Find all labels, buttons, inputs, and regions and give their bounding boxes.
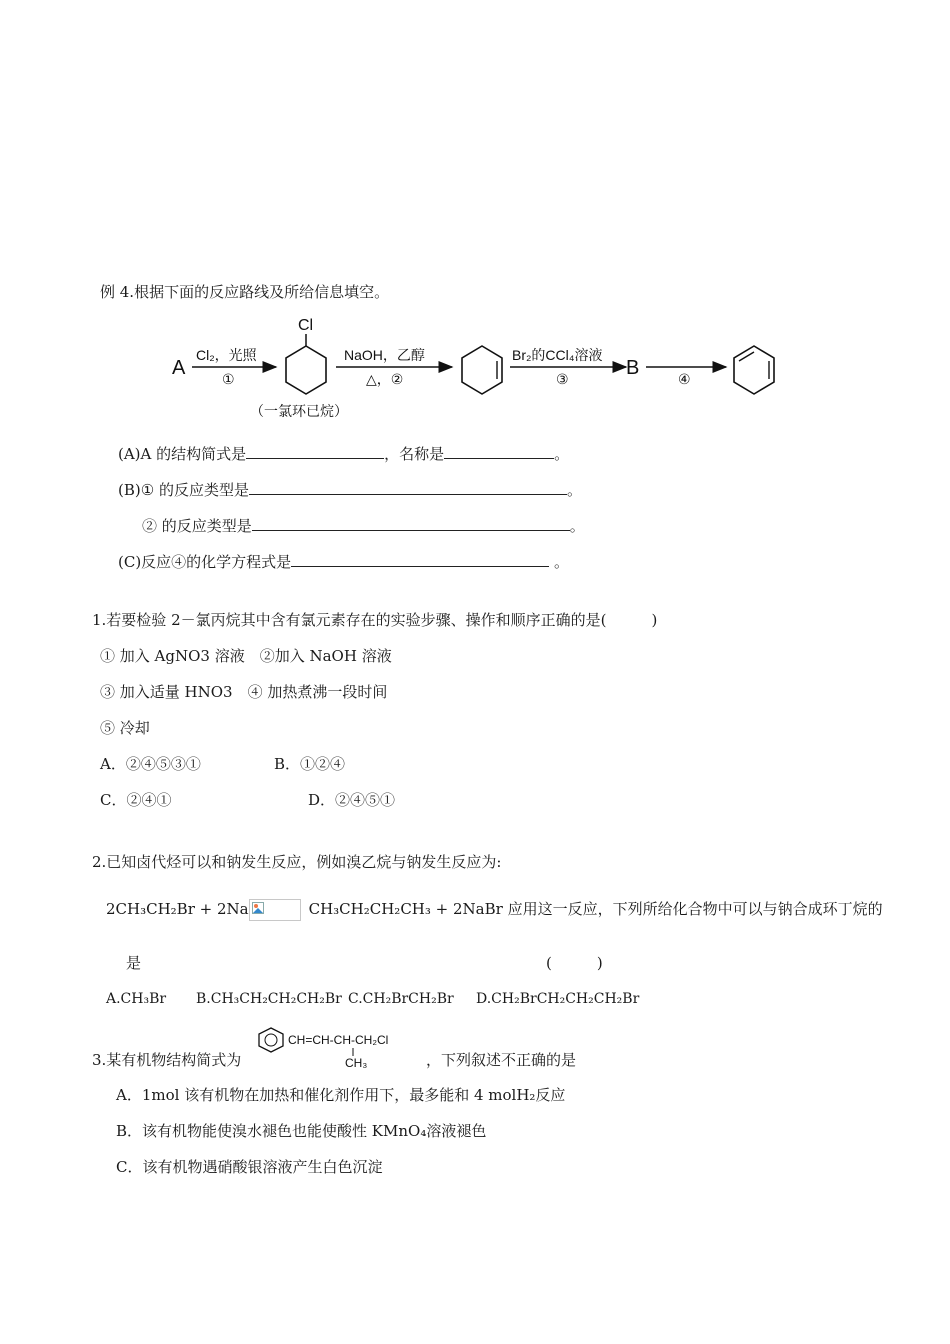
question-a-end: 。 (554, 445, 570, 463)
step2-condition: △，② (366, 371, 404, 387)
question-b2-line (142, 514, 585, 536)
answer-blank-b1[interactable] (249, 478, 567, 495)
answer-blank-c[interactable] (291, 550, 549, 567)
question-b-line (118, 478, 582, 500)
q2-answer-paren[interactable]: ( ) (546, 954, 603, 972)
q1-steps-1: ① 加入 AgNO3 溶液 ②加入 NaOH 溶液 (100, 647, 392, 665)
q3-struct-chain: CH=CH-CH-CH₂Cl (288, 1033, 389, 1047)
q1-option-b[interactable]: B．①②④ (274, 755, 346, 773)
q3-stem-suffix: ，下列叙述不正确的是 (426, 1051, 577, 1069)
cl-substituent: Cl (298, 317, 314, 334)
q1-stem: 1.若要检验 2－氯丙烷其中含有氯元素存在的实验步骤、操作和顺序正确的是( ) (92, 611, 658, 629)
step1-number: ① (222, 371, 235, 387)
answer-blank-a-name[interactable] (444, 442, 554, 459)
q2-eq-right: CH₃CH₂CH₂CH₃ + 2NaBr 应用这一反应，下列所给化合物中可以与钠合成环丁烷的 (308, 900, 883, 918)
question-b2-end: 。 (569, 517, 585, 535)
q2-equation-line (106, 899, 883, 921)
question-c-end: 。 (549, 553, 569, 571)
answer-blank-a-structure[interactable] (246, 442, 384, 459)
broken-image-icon (252, 902, 264, 914)
broken-image-placeholder (249, 899, 301, 921)
question-a-prefix: (A)A 的结构简式是 (118, 445, 247, 463)
benzene-ring-icon (259, 1028, 283, 1052)
reaction-scheme (170, 312, 820, 422)
intermediate-b: B (626, 357, 640, 379)
q1-option-d[interactable]: D．②④⑤① (308, 791, 396, 809)
start-compound-a: A (172, 357, 186, 379)
chlorocyclohexane-ring (286, 346, 326, 394)
question-a-mid: ，名称是 (384, 445, 445, 463)
question-c-prefix: (C)反应④的化学方程式是 (118, 553, 292, 571)
answer-blank-b2[interactable] (252, 514, 570, 531)
q1-steps-2: ③ 加入适量 HNO3 ④ 加热煮沸一段时间 (100, 683, 388, 701)
q3-structure (256, 1026, 426, 1070)
step1-reagent: Cl₂，光照 (196, 347, 257, 363)
q2-option-c[interactable]: C.CH₂BrCH₂Br (348, 991, 454, 1007)
q2-option-d[interactable]: D.CH₂BrCH₂CH₂CH₂Br (476, 991, 640, 1007)
step2-reagent: NaOH，乙醇 (344, 347, 425, 363)
aromatic-circle (265, 1034, 277, 1046)
q2-eq-left: 2CH₃CH₂Br + 2Na (106, 900, 249, 918)
q1-steps-3: ⑤ 冷却 (100, 719, 150, 737)
question-b-prefix: (B)① 的反应类型是 (118, 481, 249, 499)
q3-stem-prefix: 3.某有机物结构简式为 (92, 1051, 242, 1069)
question-b-end: 。 (566, 481, 582, 499)
q3-struct-branch: CH₃ (345, 1056, 368, 1070)
q3-option-b[interactable]: B．该有机物能使溴水褪色也能使酸性 KMnO₄溶液褪色 (116, 1122, 487, 1140)
q1-option-a[interactable]: A．②④⑤③① (100, 755, 201, 773)
step4-number: ④ (678, 371, 691, 387)
example4-title: 例 4.根据下面的反应路线及所给信息填空。 (100, 283, 390, 301)
q2-stem: 2.已知卤代烃可以和钠发生反应，例如溴乙烷与钠发生反应为: (92, 853, 502, 871)
cyclohexene-ring (462, 346, 502, 394)
question-a-line (118, 442, 569, 464)
question-b2-prefix: ② 的反应类型是 (142, 517, 252, 535)
q3-option-a[interactable]: A．1mol 该有机物在加热和催化剂作用下，最多能和 4 molH₂反应 (116, 1086, 566, 1104)
q3-option-c[interactable]: C．该有机物遇硝酸银溶液产生白色沉淀 (116, 1158, 383, 1176)
step3-number: ③ (556, 371, 569, 387)
step3-reagent: Br₂的CCl₄溶液 (512, 347, 603, 363)
chlorocyclohexane-name: （一氯环已烷） (250, 403, 348, 419)
q1-option-c[interactable]: C．②④① (100, 791, 172, 809)
q2-stem-cont: 是 (126, 954, 142, 972)
cyclohexadiene-ring (734, 346, 774, 394)
q2-option-b[interactable]: B.CH₃CH₂CH₂CH₂Br (196, 991, 342, 1007)
question-c-line (118, 550, 569, 572)
q2-option-a[interactable]: A.CH₃Br (106, 991, 167, 1007)
